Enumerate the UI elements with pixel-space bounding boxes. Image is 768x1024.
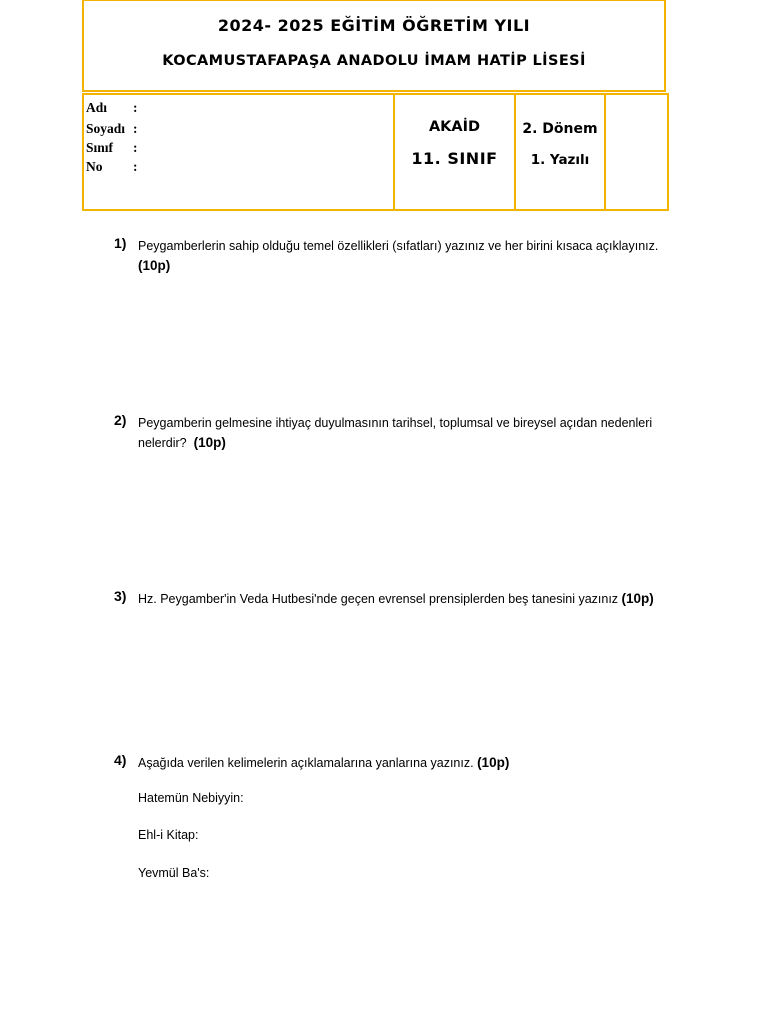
field-label: No: [86, 159, 103, 174]
term-item-ehl-i-kitap: Ehl-i Kitap:: [138, 828, 199, 842]
question-text: [138, 589, 678, 609]
name-field[interactable]: [86, 97, 393, 118]
term-item-hatemun-nebiyyin: Hatemün Nebiyyin:: [138, 791, 244, 805]
field-label: Soyadı: [86, 121, 126, 136]
field-separator: :: [133, 121, 138, 136]
exam-header: [82, 0, 666, 92]
number-field[interactable]: [86, 156, 393, 177]
field-label: Sınıf: [86, 140, 114, 155]
exam-info-cell: [515, 94, 605, 210]
field-label: Adı: [86, 100, 108, 115]
score-box[interactable]: [605, 94, 668, 210]
surname-field[interactable]: [86, 118, 393, 139]
academic-year-title: 2024- 2025 EĞİTİM ÖĞRETİM YILI: [217, 16, 531, 35]
question-body: Aşağıda verilen kelimelerin açıklamalarına yanlarına yazınız.: [138, 756, 474, 770]
question-number: 4): [114, 752, 127, 768]
exam-label: 1. Yazılı: [530, 152, 590, 168]
question-points: (10p): [621, 591, 654, 606]
field-separator: :: [133, 159, 138, 174]
field-separator: :: [133, 140, 138, 155]
question-number: 1): [114, 235, 127, 251]
question-text: [138, 236, 678, 276]
question-number: 2): [114, 412, 127, 428]
term-label: 2. Dönem: [522, 121, 598, 137]
course-cell: [394, 94, 515, 210]
class-field[interactable]: [86, 137, 393, 158]
term-item-yevmul-bas: Yevmül Ba's:: [138, 866, 210, 880]
field-separator: :: [133, 100, 138, 115]
question-points: (10p): [138, 258, 171, 273]
school-name: KOCAMUSTAFAPAŞA ANADOLU İMAM HATİP LİSESİ: [162, 53, 586, 69]
question-text: [138, 413, 673, 453]
question-body: Peygamberin gelmesine ihtiyaç duyulmasının tarihsel, toplumsal ve bireysel açıdan nedenleri nelerdir?: [138, 416, 653, 450]
info-table: [82, 93, 669, 211]
question-points: (10p): [193, 435, 226, 450]
question-points: (10p): [477, 755, 510, 770]
question-number: 3): [114, 588, 127, 604]
course-name: AKAİD: [428, 119, 481, 135]
grade-level: 11. SINIF: [411, 149, 498, 168]
question-body: Peygamberlerin sahip olduğu temel özellikleri (sıfatları) yazınız ve her birini kısaca açıklayınız.: [138, 239, 659, 253]
student-info-cell: [83, 94, 394, 210]
question-body: Hz. Peygamber'in Veda Hutbesi'nde geçen evrensel prensiplerden beş tanesini yazınız: [138, 592, 619, 606]
question-text: [138, 753, 678, 773]
